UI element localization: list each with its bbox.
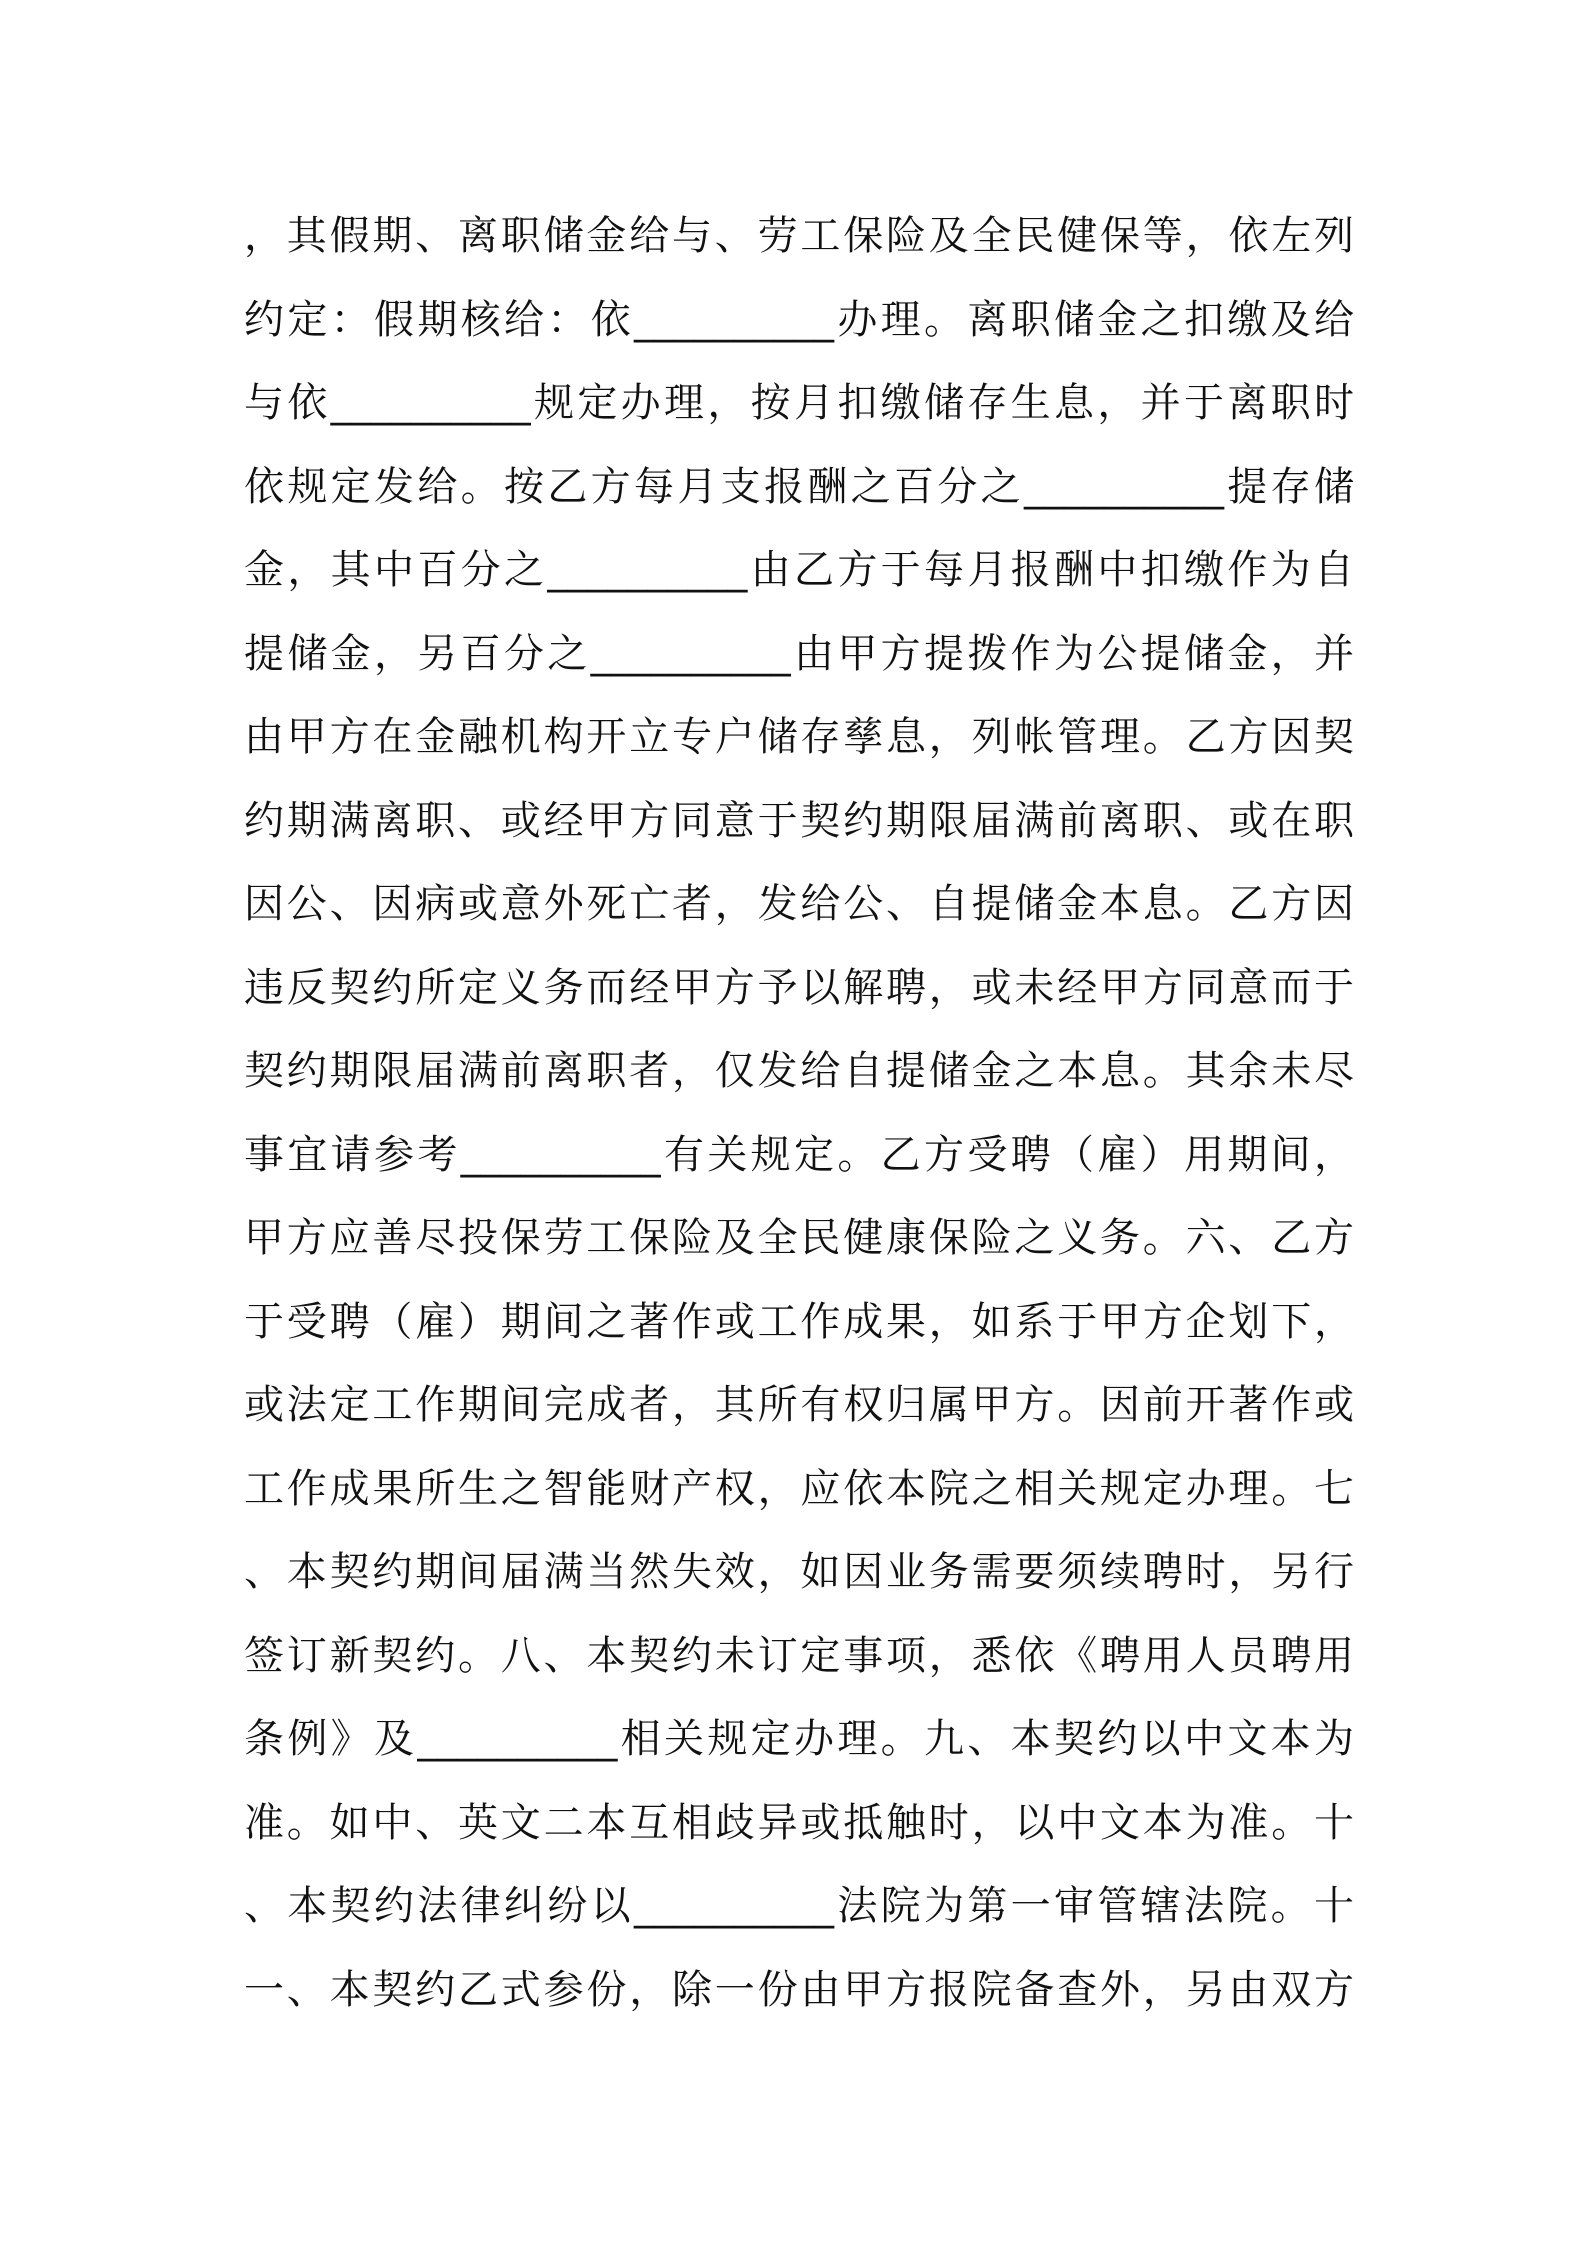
text-line: 契约期限届满前离职者，仅发给自提储金之本息。其余未尽	[244, 1048, 1354, 1094]
text-line: 签订新契约。八、本契约未订定事项，悉依《聘用人员聘用	[244, 1632, 1354, 1679]
text-line: 违反契约所定义务而经甲方予以解聘，或未经甲方同意而于	[244, 964, 1354, 1011]
text-line: 工作成果所生之智能财产权，应依本院之相关规定办理。七	[244, 1465, 1354, 1512]
text-line: 甲方应善尽投保劳工保险及全民健康保险之义务。六、乙方	[244, 1215, 1354, 1261]
text-line: 与依__________规定办理，按月扣缴储存生息，并于离职时	[244, 380, 1354, 426]
text-line: 或法定工作期间完成者，其所有权归属甲方。因前开著作或	[244, 1382, 1354, 1428]
contract-body-text	[244, 195, 1354, 2032]
text-line: 提储金，另百分之__________由甲方提拨作为公提储金，并	[244, 630, 1354, 677]
text-line: 金，其中百分之__________由乙方于每月报酬中扣缴作为自	[244, 547, 1354, 593]
text-line: 事宜请参考__________有关规定。乙方受聘（雇）用期间，	[244, 1131, 1354, 1178]
text-line: 、本契约期间届满当然失效，如因业务需要须续聘时，另行	[244, 1549, 1354, 1595]
text-line: 准。如中、英文二本互相歧异或抵触时，以中文本为准。十	[244, 1799, 1354, 1846]
text-line: 一、本契约乙式参份，除一份由甲方报院备查外，另由双方	[244, 1966, 1354, 2013]
text-line: 由甲方在金融机构开立专户储存孳息，列帐管理。乙方因契	[244, 714, 1354, 760]
text-line: 、本契约法律纠纷以__________法院为第一审管辖法院。十	[244, 1883, 1354, 1929]
text-line: 因公、因病或意外死亡者，发给公、自提储金本息。乙方因	[244, 881, 1354, 927]
text-line: 于受聘（雇）期间之著作或工作成果，如系于甲方企划下，	[244, 1298, 1354, 1345]
text-line: 依规定发给。按乙方每月支报酬之百分之__________提存储	[244, 463, 1354, 510]
text-line: 条例》及__________相关规定办理。九、本契约以中文本为	[244, 1716, 1354, 1762]
text-line: 约定：假期核给：依__________办理。离职储金之扣缴及给	[244, 296, 1354, 343]
text-line: ，其假期、离职储金给与、劳工保险及全民健保等，依左列	[244, 213, 1354, 259]
text-line: 约期满离职、或经甲方同意于契约期限届满前离职、或在职	[244, 797, 1354, 844]
